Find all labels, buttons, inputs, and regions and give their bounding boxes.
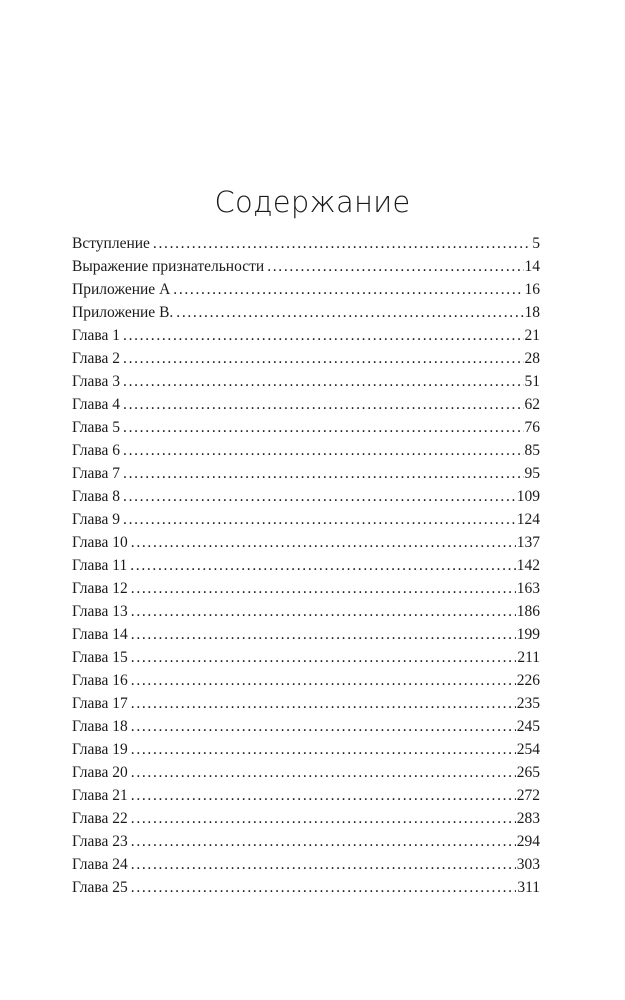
toc-entry-page-number: 265 [516,764,540,781]
toc-entry-label: Глава 20 [72,764,128,781]
toc-entry-label: Глава 5 [72,419,121,436]
toc-entry-label: Глава 7 [72,465,121,482]
toc-dot-leader [131,738,516,761]
toc-entry [72,439,540,462]
toc-entry [72,485,540,508]
toc-entry [72,830,540,853]
toc-entry-page-number: 85 [524,442,540,459]
toc-dot-leader [131,830,516,853]
toc-entry-label: Глава 6 [72,442,121,459]
toc-entry-page-number: 254 [516,741,540,758]
toc-title: Содержание [214,185,411,219]
toc-dot-leader [267,255,523,278]
toc-entry-page-number: 199 [516,626,540,643]
toc-entry-label: Глава 8 [72,488,121,505]
toc-entry [72,347,540,370]
toc-entry-page-number: 95 [524,465,540,482]
toc-dot-leader [131,646,517,669]
toc-entry-page-number: 18 [524,304,540,321]
toc-dot-leader [131,715,516,738]
toc-entry-label: Приложение В. [72,304,174,321]
toc-entry-page-number: 5 [532,235,540,252]
toc-entry-label: Глава 14 [72,626,128,643]
toc-dot-leader [176,301,523,324]
toc-entry-label: Глава 9 [72,511,121,528]
toc-entry [72,807,540,830]
toc-entry-page-number: 16 [524,281,540,298]
toc-entry [72,600,540,623]
toc-entry-page-number: 163 [516,580,540,597]
toc-entry-page-number: 211 [517,649,540,666]
toc-entry [72,278,540,301]
toc-entry [72,301,540,324]
toc-dot-leader [131,853,516,876]
toc-dot-leader [131,623,516,646]
toc-entry-page-number: 21 [524,327,540,344]
toc-entry-page-number: 283 [516,810,540,827]
toc-entry [72,876,540,899]
toc-entry-page-number: 28 [524,350,540,367]
toc-dot-leader [123,324,523,347]
toc-entry-label: Глава 17 [72,695,128,712]
toc-entry [72,554,540,577]
toc-dot-leader [131,692,516,715]
toc-entry-page-number: 186 [516,603,540,620]
toc-entry-page-number: 226 [516,672,540,689]
toc-entry [72,784,540,807]
toc-dot-leader [123,485,516,508]
toc-entry-page-number: 124 [516,511,540,528]
toc-entry [72,577,540,600]
toc-entry-label: Глава 11 [72,557,128,574]
toc-dot-leader [131,669,516,692]
toc-entry-label: Глава 24 [72,856,128,873]
toc-entry-page-number: 311 [517,879,540,896]
toc-entry [72,692,540,715]
toc-dot-leader [131,531,516,554]
toc-dot-leader [123,439,523,462]
toc-entry [72,623,540,646]
toc-entry-label: Глава 15 [72,649,128,666]
toc-dot-leader [123,416,523,439]
toc-entry-label: Глава 10 [72,534,128,551]
toc-entry-label: Глава 22 [72,810,128,827]
toc-entry-page-number: 14 [524,258,540,275]
toc-entry-page-number: 137 [516,534,540,551]
toc-entry [72,324,540,347]
toc-dot-leader [131,807,516,830]
toc-entry-page-number: 294 [516,833,540,850]
toc-entry [72,715,540,738]
toc-dot-leader [130,554,516,577]
toc-entry-page-number: 142 [516,557,540,574]
toc-entry-label: Глава 3 [72,373,121,390]
toc-entry-label: Глава 4 [72,396,121,413]
toc-entry-label: Глава 25 [72,879,128,896]
toc-entry-page-number: 245 [516,718,540,735]
toc-entry [72,738,540,761]
toc-dot-leader [123,462,523,485]
toc-entry [72,255,540,278]
toc-entry [72,370,540,393]
toc-entry [72,232,540,255]
toc-entry [72,393,540,416]
table-of-contents [72,232,540,899]
toc-entry-label: Глава 1 [72,327,121,344]
toc-dot-leader [131,784,516,807]
toc-dot-leader [123,393,523,416]
toc-entry [72,669,540,692]
toc-entry-label: Выражение признательности [72,258,265,275]
toc-entry-label: Глава 13 [72,603,128,620]
toc-entry-page-number: 235 [516,695,540,712]
toc-entry-page-number: 303 [516,856,540,873]
toc-entry-label: Глава 12 [72,580,128,597]
toc-dot-leader [153,232,531,255]
toc-dot-leader [131,876,517,899]
toc-dot-leader [123,347,523,370]
toc-entry [72,853,540,876]
toc-dot-leader [123,508,516,531]
toc-dot-leader [123,370,523,393]
toc-entry [72,761,540,784]
toc-entry [72,462,540,485]
toc-entry [72,508,540,531]
toc-dot-leader [131,577,516,600]
toc-entry-label: Глава 16 [72,672,128,689]
toc-entry-label: Глава 19 [72,741,128,758]
toc-entry-label: Глава 18 [72,718,128,735]
toc-dot-leader [173,278,523,301]
toc-entry-page-number: 62 [524,396,540,413]
toc-entry [72,646,540,669]
toc-entry-label: Глава 23 [72,833,128,850]
toc-entry-label: Глава 21 [72,787,128,804]
toc-dot-leader [131,600,516,623]
toc-entry-page-number: 272 [516,787,540,804]
toc-entry-label: Вступление [72,235,150,252]
toc-entry-page-number: 51 [524,373,540,390]
toc-entry-page-number: 109 [516,488,540,505]
toc-entry-page-number: 76 [524,419,540,436]
toc-entry [72,531,540,554]
toc-entry-label: Приложение А [72,281,171,298]
toc-dot-leader [131,761,516,784]
toc-entry [72,416,540,439]
toc-entry-label: Глава 2 [72,350,121,367]
